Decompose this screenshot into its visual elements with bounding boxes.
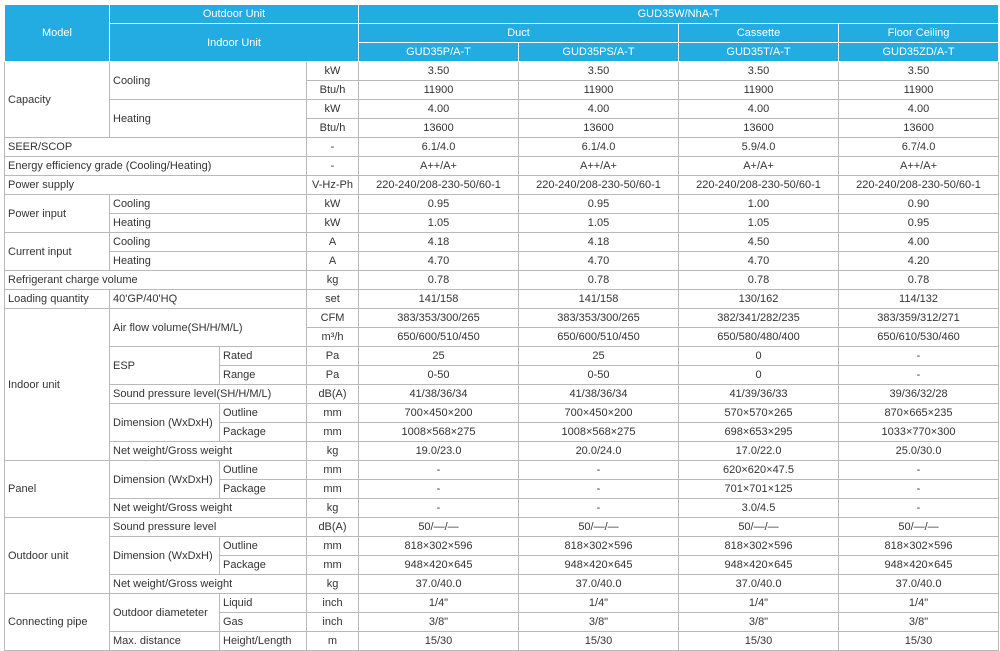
value-cell: 4.70 [519, 252, 679, 271]
unit-cell: kW [307, 195, 359, 214]
table-row [5, 214, 999, 233]
row-group-label: Current input [5, 233, 110, 271]
unit-cell: mm [307, 461, 359, 480]
value-cell: 220-240/208-230-50/60-1 [679, 176, 839, 195]
value-cell: 37.0/40.0 [519, 575, 679, 594]
value-cell: 0.95 [519, 195, 679, 214]
unit-cell: kW [307, 100, 359, 119]
unit-cell: kW [307, 214, 359, 233]
unit-cell: A [307, 233, 359, 252]
outdoor-unit-header: Outdoor Unit [110, 5, 359, 24]
indoor-model-header: GUD35ZD/A-T [839, 43, 999, 62]
row-label: Cooling [110, 62, 307, 100]
table-row [5, 62, 999, 81]
value-cell: 220-240/208-230-50/60-1 [359, 176, 519, 195]
value-cell: 37.0/40.0 [359, 575, 519, 594]
value-cell: 15/30 [359, 632, 519, 651]
row-label: Max. distance [110, 632, 220, 651]
value-cell: - [519, 461, 679, 480]
value-cell: 0.95 [359, 195, 519, 214]
row-label: Cooling [110, 195, 307, 214]
row-label: Heating [110, 252, 307, 271]
value-cell: 3/8" [519, 613, 679, 632]
type-header-duct: Duct [359, 24, 679, 43]
value-cell: 1.05 [359, 214, 519, 233]
value-cell: 15/30 [679, 632, 839, 651]
value-cell: 20.0/24.0 [519, 442, 679, 461]
value-cell: 4.00 [359, 100, 519, 119]
row-sublabel: Range [220, 366, 307, 385]
row-group-label: Connecting pipe [5, 594, 110, 651]
row-label: Outdoor diameteter [110, 594, 220, 632]
unit-cell: V-Hz-Ph [307, 176, 359, 195]
value-cell: - [839, 347, 999, 366]
value-cell: 19.0/23.0 [359, 442, 519, 461]
value-cell: 0.90 [839, 195, 999, 214]
unit-cell: Btu/h [307, 81, 359, 100]
unit-cell: Btu/h [307, 119, 359, 138]
value-cell: 25.0/30.0 [839, 442, 999, 461]
spec-table [4, 4, 999, 651]
unit-cell: mm [307, 480, 359, 499]
value-cell: 1/4" [839, 594, 999, 613]
value-cell: 383/353/300/265 [519, 309, 679, 328]
value-cell: 700×450×200 [519, 404, 679, 423]
value-cell: 220-240/208-230-50/60-1 [519, 176, 679, 195]
table-row [5, 271, 999, 290]
unit-cell: dB(A) [307, 518, 359, 537]
row-group-label: Capacity [5, 62, 110, 138]
value-cell: A++/A+ [519, 157, 679, 176]
unit-cell: kW [307, 62, 359, 81]
row-label: SEER/SCOP [5, 138, 307, 157]
row-group-label: Panel [5, 461, 110, 518]
outdoor-model-header: GUD35W/NhA-T [359, 5, 999, 24]
value-cell: 948×420×645 [359, 556, 519, 575]
value-cell: 3.50 [839, 62, 999, 81]
table-body [5, 62, 999, 651]
unit-cell: kg [307, 442, 359, 461]
indoor-model-header: GUD35T/A-T [679, 43, 839, 62]
table-row [5, 537, 999, 556]
value-cell: 1.00 [679, 195, 839, 214]
table-header [5, 5, 999, 62]
unit-cell: dB(A) [307, 385, 359, 404]
value-cell: 0 [679, 366, 839, 385]
table-row [5, 632, 999, 651]
value-cell: 4.18 [359, 233, 519, 252]
value-cell: 6.1/4.0 [359, 138, 519, 157]
value-cell: 37.0/40.0 [839, 575, 999, 594]
row-label: Air flow volume(SH/H/M/L) [110, 309, 307, 347]
value-cell: - [839, 461, 999, 480]
value-cell: 50/—/— [359, 518, 519, 537]
value-cell: 4.18 [519, 233, 679, 252]
model-header: Model [5, 5, 110, 62]
value-cell: - [839, 499, 999, 518]
unit-cell: inch [307, 594, 359, 613]
value-cell: 5.9/4.0 [679, 138, 839, 157]
value-cell: 1.05 [519, 214, 679, 233]
value-cell: 948×420×645 [679, 556, 839, 575]
value-cell: 3.50 [679, 62, 839, 81]
value-cell: 3/8" [839, 613, 999, 632]
value-cell: 650/610/530/460 [839, 328, 999, 347]
value-cell: 3/8" [679, 613, 839, 632]
unit-cell: CFM [307, 309, 359, 328]
table-row [5, 575, 999, 594]
table-row [5, 138, 999, 157]
value-cell: 220-240/208-230-50/60-1 [839, 176, 999, 195]
value-cell: 1.05 [679, 214, 839, 233]
row-label: ESP [110, 347, 220, 385]
value-cell: 0.78 [519, 271, 679, 290]
value-cell: 1008×568×275 [359, 423, 519, 442]
row-sublabel: Rated [220, 347, 307, 366]
value-cell: - [359, 461, 519, 480]
row-sublabel: Package [220, 556, 307, 575]
row-label: Net weight/Gross weight [110, 499, 307, 518]
row-label: Cooling [110, 233, 307, 252]
value-cell: 141/158 [519, 290, 679, 309]
value-cell: 13600 [359, 119, 519, 138]
table-row [5, 499, 999, 518]
value-cell: 818×302×596 [519, 537, 679, 556]
value-cell: 383/353/300/265 [359, 309, 519, 328]
row-group-label: Outdoor unit [5, 518, 110, 594]
value-cell: 130/162 [679, 290, 839, 309]
value-cell: 11900 [519, 81, 679, 100]
table-row [5, 176, 999, 195]
value-cell: 11900 [359, 81, 519, 100]
value-cell: 114/132 [839, 290, 999, 309]
value-cell: 37.0/40.0 [679, 575, 839, 594]
row-sublabel: Outline [220, 537, 307, 556]
value-cell: 39/36/32/28 [839, 385, 999, 404]
row-sublabel: Outline [220, 404, 307, 423]
row-label: Dimension (WxDxH) [110, 461, 220, 499]
table-row [5, 404, 999, 423]
value-cell: - [839, 480, 999, 499]
unit-cell: mm [307, 556, 359, 575]
value-cell: 620×620×47.5 [679, 461, 839, 480]
value-cell: 25 [359, 347, 519, 366]
unit-cell: mm [307, 423, 359, 442]
value-cell: 3.50 [519, 62, 679, 81]
table-row [5, 100, 999, 119]
value-cell: 0.78 [679, 271, 839, 290]
row-label: Heating [110, 100, 307, 138]
value-cell: 4.70 [359, 252, 519, 271]
value-cell: 11900 [839, 81, 999, 100]
value-cell: 3.50 [359, 62, 519, 81]
value-cell: 0.78 [359, 271, 519, 290]
value-cell: 4.00 [839, 100, 999, 119]
table-row [5, 252, 999, 271]
value-cell: 698×653×295 [679, 423, 839, 442]
value-cell: 870×665×235 [839, 404, 999, 423]
row-label: Dimension (WxDxH) [110, 537, 220, 575]
unit-cell: - [307, 138, 359, 157]
row-sublabel: Liquid [220, 594, 307, 613]
table-row [5, 347, 999, 366]
value-cell: 818×302×596 [839, 537, 999, 556]
row-label: Power supply [5, 176, 307, 195]
row-group-label: Power input [5, 195, 110, 233]
indoor-unit-header: Indoor Unit [110, 24, 359, 62]
value-cell: 4.50 [679, 233, 839, 252]
value-cell: A+/A+ [679, 157, 839, 176]
value-cell: 948×420×645 [519, 556, 679, 575]
value-cell: 700×450×200 [359, 404, 519, 423]
value-cell: 0.95 [839, 214, 999, 233]
table-row [5, 157, 999, 176]
indoor-model-header: GUD35P/A-T [359, 43, 519, 62]
value-cell: 650/580/480/400 [679, 328, 839, 347]
row-group-label: Indoor unit [5, 309, 110, 461]
row-sublabel: Package [220, 480, 307, 499]
value-cell: 15/30 [839, 632, 999, 651]
value-cell: 41/38/36/34 [359, 385, 519, 404]
value-cell: A++/A+ [359, 157, 519, 176]
indoor-model-header: GUD35PS/A-T [519, 43, 679, 62]
table-row [5, 233, 999, 252]
table-row [5, 309, 999, 328]
value-cell: 383/359/312/271 [839, 309, 999, 328]
row-label: Sound pressure level(SH/H/M/L) [110, 385, 307, 404]
table-row [5, 594, 999, 613]
row-sublabel: Outline [220, 461, 307, 480]
value-cell: 41/39/36/33 [679, 385, 839, 404]
unit-cell: kg [307, 271, 359, 290]
value-cell: 1008×568×275 [519, 423, 679, 442]
value-cell: 3/8" [359, 613, 519, 632]
row-label: Energy efficiency grade (Cooling/Heating) [5, 157, 307, 176]
value-cell: 650/600/510/450 [519, 328, 679, 347]
unit-cell: Pa [307, 347, 359, 366]
row-label: Net weight/Gross weight [110, 575, 307, 594]
row-label: Loading quantity [5, 290, 110, 309]
table-row [5, 290, 999, 309]
table-row [5, 518, 999, 537]
table-row [5, 442, 999, 461]
value-cell: - [359, 480, 519, 499]
value-cell: 0-50 [519, 366, 679, 385]
value-cell: 650/600/510/450 [359, 328, 519, 347]
row-label: Refrigerant charge volume [5, 271, 307, 290]
value-cell: 1/4" [519, 594, 679, 613]
value-cell: 0 [679, 347, 839, 366]
value-cell: 13600 [839, 119, 999, 138]
unit-cell: - [307, 157, 359, 176]
unit-cell: set [307, 290, 359, 309]
value-cell: 13600 [679, 119, 839, 138]
value-cell: 11900 [679, 81, 839, 100]
value-cell: - [359, 499, 519, 518]
value-cell: A++/A+ [839, 157, 999, 176]
value-cell: 570×570×265 [679, 404, 839, 423]
value-cell: 4.70 [679, 252, 839, 271]
value-cell: 6.7/4.0 [839, 138, 999, 157]
value-cell: 4.00 [839, 233, 999, 252]
type-header-cassette: Cassette [679, 24, 839, 43]
value-cell: 3.0/4.5 [679, 499, 839, 518]
value-cell: 15/30 [519, 632, 679, 651]
value-cell: 818×302×596 [359, 537, 519, 556]
unit-cell: inch [307, 613, 359, 632]
type-header-floor-ceiling: Floor Ceiling [839, 24, 999, 43]
unit-cell: mm [307, 537, 359, 556]
value-cell: 50/—/— [679, 518, 839, 537]
unit-cell: m³/h [307, 328, 359, 347]
row-sublabel: Gas [220, 613, 307, 632]
unit-cell: mm [307, 404, 359, 423]
unit-cell: kg [307, 575, 359, 594]
unit-cell: Pa [307, 366, 359, 385]
value-cell: 6.1/4.0 [519, 138, 679, 157]
value-cell: 382/341/282/235 [679, 309, 839, 328]
row-sublabel: Package [220, 423, 307, 442]
value-cell: 141/158 [359, 290, 519, 309]
value-cell: 0.78 [839, 271, 999, 290]
row-label: Heating [110, 214, 307, 233]
row-label: Dimension (WxDxH) [110, 404, 220, 442]
value-cell: 25 [519, 347, 679, 366]
value-cell: - [519, 499, 679, 518]
table-row [5, 385, 999, 404]
row-label: Sound pressure level [110, 518, 307, 537]
value-cell: 1/4" [359, 594, 519, 613]
unit-cell: kg [307, 499, 359, 518]
unit-cell: m [307, 632, 359, 651]
value-cell: 0-50 [359, 366, 519, 385]
value-cell: 41/38/36/34 [519, 385, 679, 404]
value-cell: - [519, 480, 679, 499]
value-cell: - [839, 366, 999, 385]
table-row [5, 195, 999, 214]
value-cell: 50/—/— [519, 518, 679, 537]
value-cell: 13600 [519, 119, 679, 138]
unit-cell: A [307, 252, 359, 271]
row-sublabel: Height/Length [220, 632, 307, 651]
row-sublabel: 40'GP/40'HQ [110, 290, 307, 309]
value-cell: 1033×770×300 [839, 423, 999, 442]
value-cell: 17.0/22.0 [679, 442, 839, 461]
value-cell: 1/4" [679, 594, 839, 613]
value-cell: 4.00 [519, 100, 679, 119]
value-cell: 4.00 [679, 100, 839, 119]
table-row [5, 461, 999, 480]
value-cell: 4.20 [839, 252, 999, 271]
value-cell: 701×701×125 [679, 480, 839, 499]
value-cell: 50/—/— [839, 518, 999, 537]
value-cell: 818×302×596 [679, 537, 839, 556]
value-cell: 948×420×645 [839, 556, 999, 575]
row-label: Net weight/Gross weight [110, 442, 307, 461]
